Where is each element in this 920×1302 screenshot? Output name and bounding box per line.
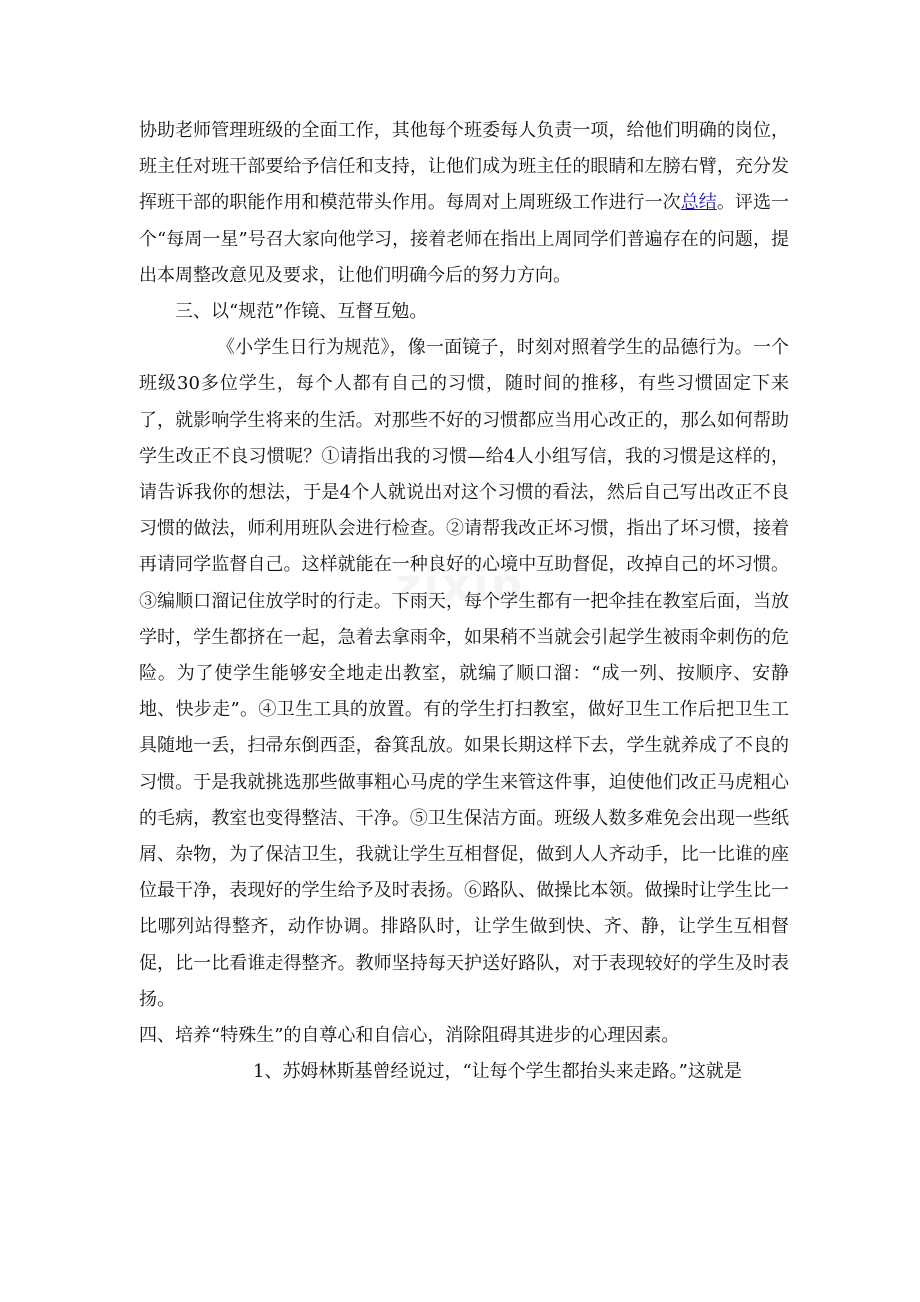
paragraph-class-leaders (139, 113, 789, 294)
paragraph-text: 。评选一个“每周一星”号召大家向他学习，接着老师在指出上周同学们普遍存在的问题，提出本周整改意见及要求，让他们明确今后的努力方向。 (139, 192, 790, 286)
paragraph-sukhomlinsky: 1、苏姆林斯基曾经说过，“让每个学生都抬头来走路。”这就是 (253, 1061, 742, 1083)
paragraph-behavior-norms: 《小学生日行为规范》，像一面镜子，时刻对照着学生的品德行为。一个班级30多位学生，每个人都有自己的习惯，随时间的推移，有些习惯固定下来了，就影响学生将来的生活。对那些不好的习惯都应当用心改正的，那么如何帮助学生改正不良习惯呢？①请指出我的习惯—给4人小组写信，我的习惯是这样的，请告诉我你的想法，于是4个人就说出对这个习惯的看法，然后自己写出改正不良习惯的做法，师利用班队会进行检查。②请帮我改正坏习惯，指出了坏习惯，接着再请同学监督自己。这样就能在一种良好的心境中互助督促，改掉自己的坏习惯。③编顺口溜记住放学时的行走。下雨天，每个学生都有一把伞挂在教室后面，当放学时，学生都挤在一起，急着去拿雨伞，如果稍不当就会引起学生被雨伞刺伤的危险。为了使学生能够安全地走出教室，就编了顺口溜：“成一列、按顺序、安静地、快步走”。④卫生工具的放置。有的学生打扫教室，做好卫生工作后把卫生工具随地一丢，扫帚东倒西歪，畚箕乱放。如果长期这样下去，学生就养成了不良的习惯。于是我就挑选那些做事粗心马虎的学生来管这件事，迫使他们改正马虎粗心的毛病，教室也变得整洁、干净。⑤卫生保洁方面。班级人数多难免会出现一些纸屑、杂物，为了保洁卫生，我就让学生互相督促，做到人人齐动手，比一比谁的座位最干净，表现好的学生给予及时表扬。⑥路队、做操比本领。做操时让学生比一比哪列站得整齐，动作协调。排路队时，让学生做到快、齐、静，让学生互相督促，比一比看谁走得整齐。教师坚持每天护送好路队，对于表现较好的学生及时表扬。 (139, 337, 789, 1010)
summary-link[interactable]: 总结 (680, 192, 717, 214)
section-heading-three: 三、以“规范”作镜、互督互勉。 (175, 301, 428, 323)
document-body (139, 113, 789, 1090)
section-heading-four: 四、培养“特殊生”的自尊心和自信心，消除阻碍其进步的心理因素。 (139, 1025, 680, 1047)
paragraph-text: 协助老师管理班级的全面工作，其他每个班委每人负责一项，给他们明确的岗位，班主任对班干部要给予信任和支持，让他们成为班主任的眼睛和左膀右臂，充分发挥班干部的职能作用和模范带头作用。每周对上周班级工作进行一次 (139, 120, 789, 214)
